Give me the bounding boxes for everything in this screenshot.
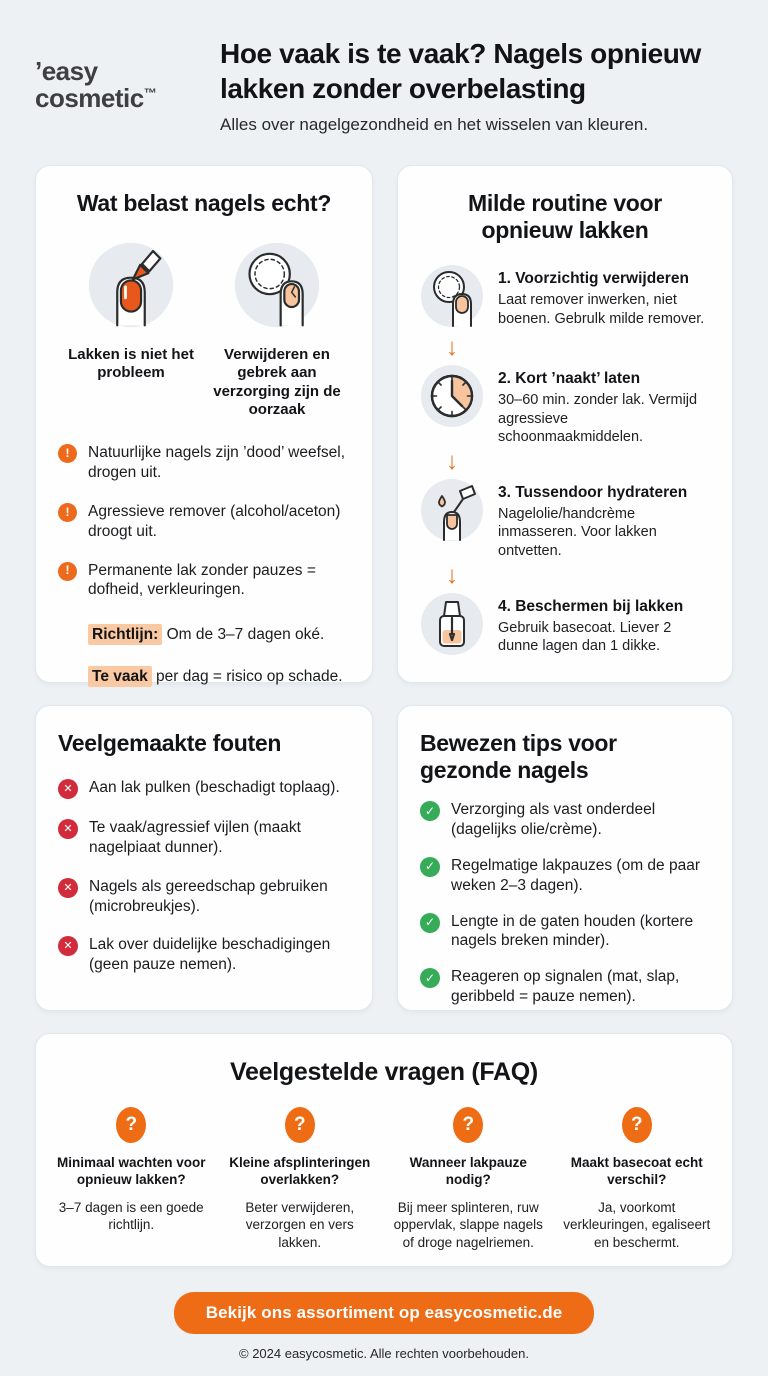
card-mistakes bbox=[35, 705, 373, 1011]
down-arrow-icon: ↓ bbox=[446, 561, 458, 589]
nail-painting-icon bbox=[87, 241, 175, 334]
card-nail-stress bbox=[35, 165, 373, 686]
routine-step-text: Gebruik basecoat. Liever 2 dunne lagen dan 1 dikke. bbox=[498, 619, 672, 655]
faq-item-1 bbox=[54, 1107, 209, 1251]
logo-line2: cosmetic bbox=[35, 83, 144, 114]
cross-icon bbox=[58, 779, 78, 799]
tip-item: ✓ Lengte in de gaten houden (kortere nagels breken minder). bbox=[420, 912, 710, 952]
routine-step-2 bbox=[420, 364, 710, 447]
routine-step-title: 4. Beschermen bij lakken bbox=[498, 597, 684, 615]
card-routine bbox=[397, 165, 733, 683]
cross-icon bbox=[58, 936, 78, 956]
mistake-item: ✕ Aan lak pulken (beschadigt toplaag). bbox=[58, 778, 350, 799]
mistakes-list bbox=[58, 778, 350, 975]
down-arrow-icon: ↓ bbox=[446, 447, 458, 475]
faq-answer: Ja, voorkomt verkleuringen, egaliseert en beschermt. bbox=[563, 1199, 711, 1250]
card-tips-title: Bewezen tips voor gezonde nagels bbox=[420, 730, 617, 784]
faq-item-2 bbox=[223, 1107, 378, 1251]
figure-removal bbox=[204, 241, 350, 419]
guideline-note: Richtlijn: Om de 3–7 dagen oké. bbox=[88, 626, 350, 644]
cotton-pad-finger-icon bbox=[420, 264, 484, 333]
routine-step-title: 2. Kort ’naakt’ laten bbox=[498, 370, 641, 388]
header bbox=[35, 36, 733, 135]
check-icon bbox=[420, 857, 440, 877]
stress-bullet: ! Agressieve remover (alcohol/aceton) droogt uit. bbox=[58, 502, 350, 542]
cross-icon bbox=[58, 878, 78, 898]
cta-button[interactable]: Bekijk ons assortiment op easycosmetic.de bbox=[174, 1292, 595, 1334]
warning-icon bbox=[58, 562, 77, 581]
faq-answer: Bij meer splinteren, ruw oppervlak, slappe nagels of droge nagelriemen. bbox=[393, 1199, 543, 1250]
card-nail-stress-title: Wat belast nagels echt? bbox=[76, 190, 332, 216]
check-icon bbox=[420, 913, 440, 933]
card-routine-title: Milde routine voor opnieuw lakken bbox=[468, 190, 662, 244]
routine-steps bbox=[420, 264, 710, 660]
mistake-item: ✕ Lak over duidelijke beschadigingen (geen pauze nemen). bbox=[58, 935, 350, 975]
faq-question: Wanneer lakpauze nodig? bbox=[409, 1155, 527, 1187]
figure-painting-label: Lakken is niet het probleem bbox=[68, 346, 194, 382]
faq-title: Veelgestelde vragen (FAQ) bbox=[230, 1058, 538, 1086]
brand-logo bbox=[35, 36, 220, 113]
page-subtitle: Alles over nagelgezondheid en het wisselen van kleuren. bbox=[220, 115, 649, 134]
guideline-notes bbox=[88, 626, 350, 686]
polish-bottle-icon bbox=[420, 592, 484, 661]
mistake-item: ✕ Nagels als gereedschap gebruiken (microbreukjes). bbox=[58, 877, 350, 917]
routine-step-title: 1. Voorzichtig verwijderen bbox=[498, 270, 689, 288]
nail-removal-icon bbox=[233, 241, 321, 334]
figure-painting bbox=[58, 241, 204, 419]
tip-item: ✓ Reageren op signalen (mat, slap, geribbeld = pauze nemen). bbox=[420, 967, 710, 1007]
question-icon bbox=[285, 1107, 315, 1143]
tip-item: ✓ Verzorging als vast onderdeel (dagelijks olie/crème). bbox=[420, 800, 710, 840]
faq-item-3 bbox=[391, 1107, 546, 1251]
card-mistakes-title: Veelgemaakte fouten bbox=[58, 730, 282, 756]
down-arrow-icon: ↓ bbox=[446, 334, 458, 362]
faq-answer: Beter verwijderen, verzorgen en vers lakken. bbox=[245, 1199, 355, 1250]
oil-drop-brush-icon bbox=[420, 478, 484, 547]
mistake-item: ✕ Te vaak/agressief vijlen (maakt nagelpiaat dunner). bbox=[58, 818, 350, 858]
clock-icon bbox=[420, 364, 484, 433]
routine-step-1 bbox=[420, 264, 710, 333]
warning-icon bbox=[58, 503, 77, 522]
stress-bullet: ! Natuurlijke nagels zijn ’dood’ weefsel, drogen uit. bbox=[58, 443, 350, 483]
question-icon bbox=[622, 1107, 652, 1143]
routine-step-text: 30–60 min. zonder lak. Vermijd agressieve schoonmaakmiddelen. bbox=[498, 392, 698, 446]
stress-bullet-list bbox=[58, 443, 350, 600]
page-title: Hoe vaak is te vaak? Nagels opnieuw lakken zonder overbelasting bbox=[220, 38, 701, 104]
routine-step-3 bbox=[420, 478, 710, 561]
faq-section bbox=[35, 1033, 733, 1267]
guideline-note: Te vaak per dag = risico op schade. bbox=[88, 668, 350, 686]
routine-step-4 bbox=[420, 592, 710, 661]
faq-question: Maakt basecoat echt verschil? bbox=[570, 1155, 703, 1187]
footer-copyright: © 2024 easycosmetic. Alle rechten voorbehouden. bbox=[239, 1346, 529, 1361]
tips-list bbox=[420, 800, 710, 1007]
routine-step-text: Laat remover inwerken, niet boenen. Gebrulk milde remover. bbox=[498, 292, 705, 327]
highlight-label: Te vaak bbox=[88, 666, 152, 687]
question-icon bbox=[453, 1107, 483, 1143]
routine-step-title: 3. Tussendoor hydrateren bbox=[498, 483, 688, 501]
faq-question: Kleine afsplinteringen overlakken? bbox=[229, 1155, 371, 1187]
faq-question: Minimaal wachten voor opnieuw lakken? bbox=[56, 1155, 206, 1187]
tip-item: ✓ Regelmatige lakpauzes (om de paar weken 2–3 dagen). bbox=[420, 856, 710, 896]
figure-removal-label: Verwijderen en gebrek aan verzorging zijn de oorzaak bbox=[213, 346, 341, 419]
warning-icon bbox=[58, 444, 77, 463]
check-icon bbox=[420, 801, 440, 821]
trademark-symbol: ™ bbox=[143, 85, 157, 101]
highlight-label: Richtlijn: bbox=[88, 624, 162, 645]
logo-line1: ’easy bbox=[35, 56, 98, 86]
faq-item-4 bbox=[560, 1107, 715, 1251]
faq-answer: 3–7 dagen is een goede richtlijn. bbox=[58, 1199, 204, 1233]
routine-step-text: Nagelolie/handcrème inmasseren. Voor lakken ontvetten. bbox=[498, 505, 657, 559]
stress-bullet: ! Permanente lak zonder pauzes = dofheid, verkleuringen. bbox=[58, 561, 350, 601]
cross-icon bbox=[58, 819, 78, 839]
check-icon bbox=[420, 968, 440, 988]
question-icon bbox=[116, 1107, 146, 1143]
card-tips bbox=[397, 705, 733, 1011]
